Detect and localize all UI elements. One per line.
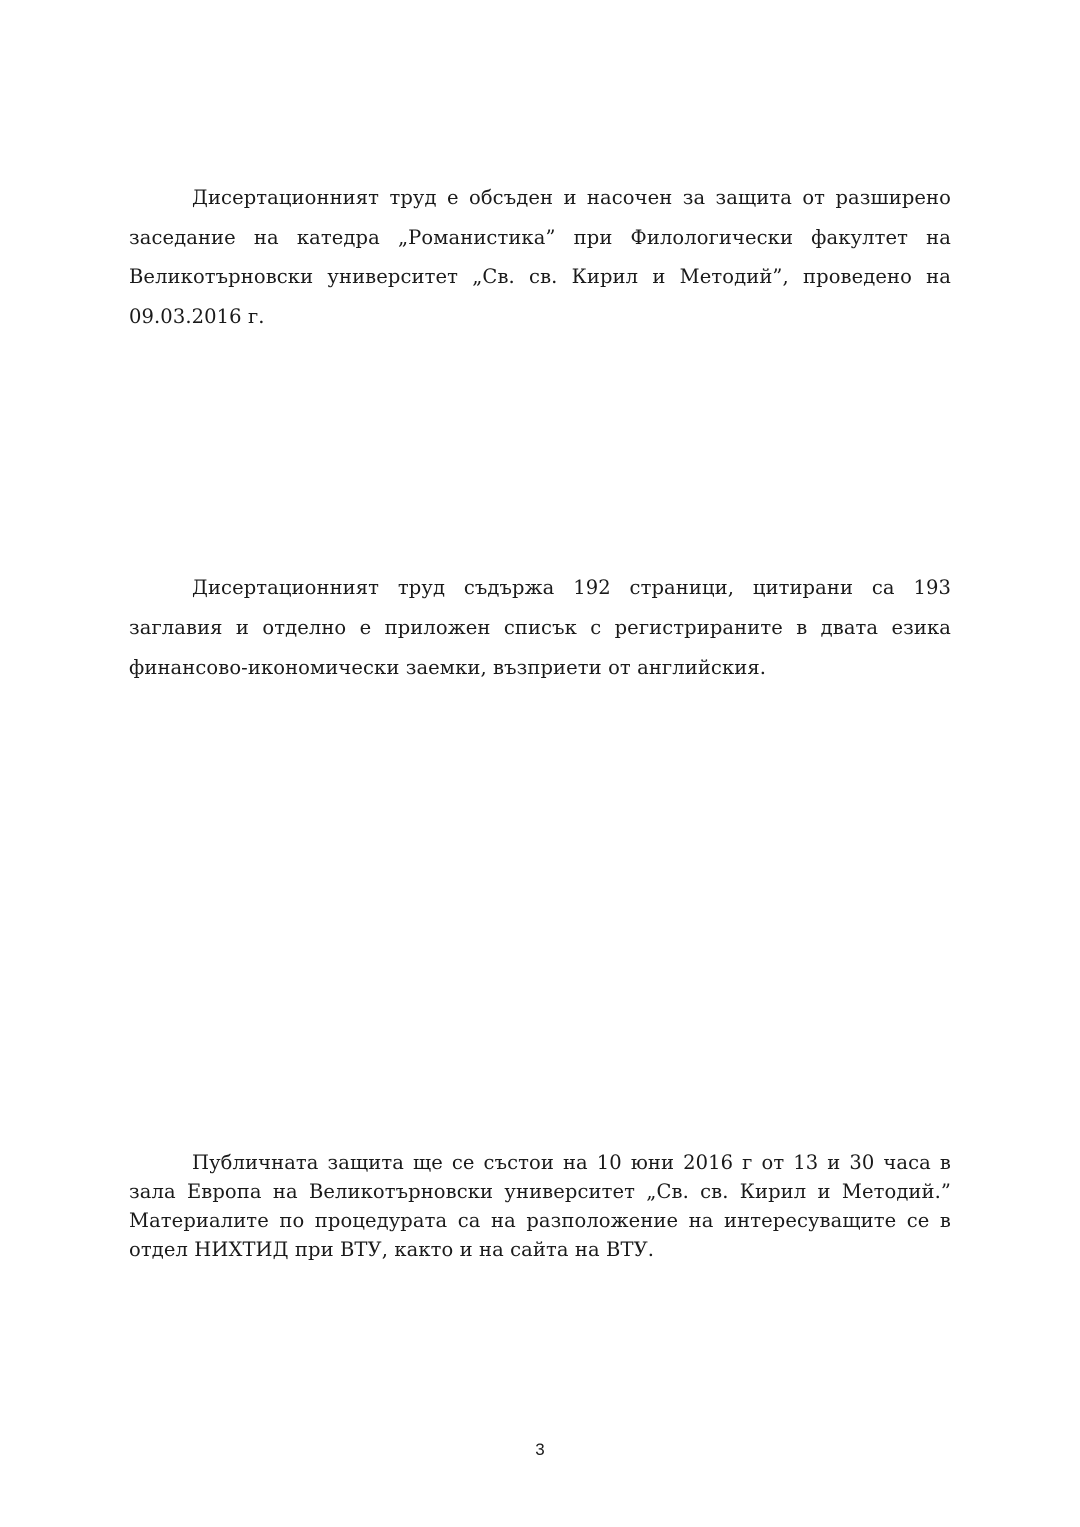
- paragraph-public-defense: Публичната защита ще се състои на 10 юни 2016 г от 13 и 30 часа в зала Европа на Великотърновски университет „Св. св. Кирил и Методий.” Материалите по процедурата са на разположение на интересуващите се в отдел НИХТИД при ВТУ, както и на сайта на ВТУ.: [129, 1151, 951, 1261]
- paragraph-contents: Дисертационният труд съдържа 192 страници, цитирани са 193 заглавия и отделно е приложен списък с регистрираните в двата езика финансово-икономически заемки, възприети от английския.: [129, 576, 951, 680]
- paragraph-discussion: Дисертационният труд е обсъден и насочен за защита от разширено заседание на катедра „Романистика” при Филологически факултет на Великотърновски университет „Св. св. Кирил и Методий”, проведено на 09.03.2016 г.: [129, 186, 951, 328]
- page-number: 3: [535, 1440, 545, 1459]
